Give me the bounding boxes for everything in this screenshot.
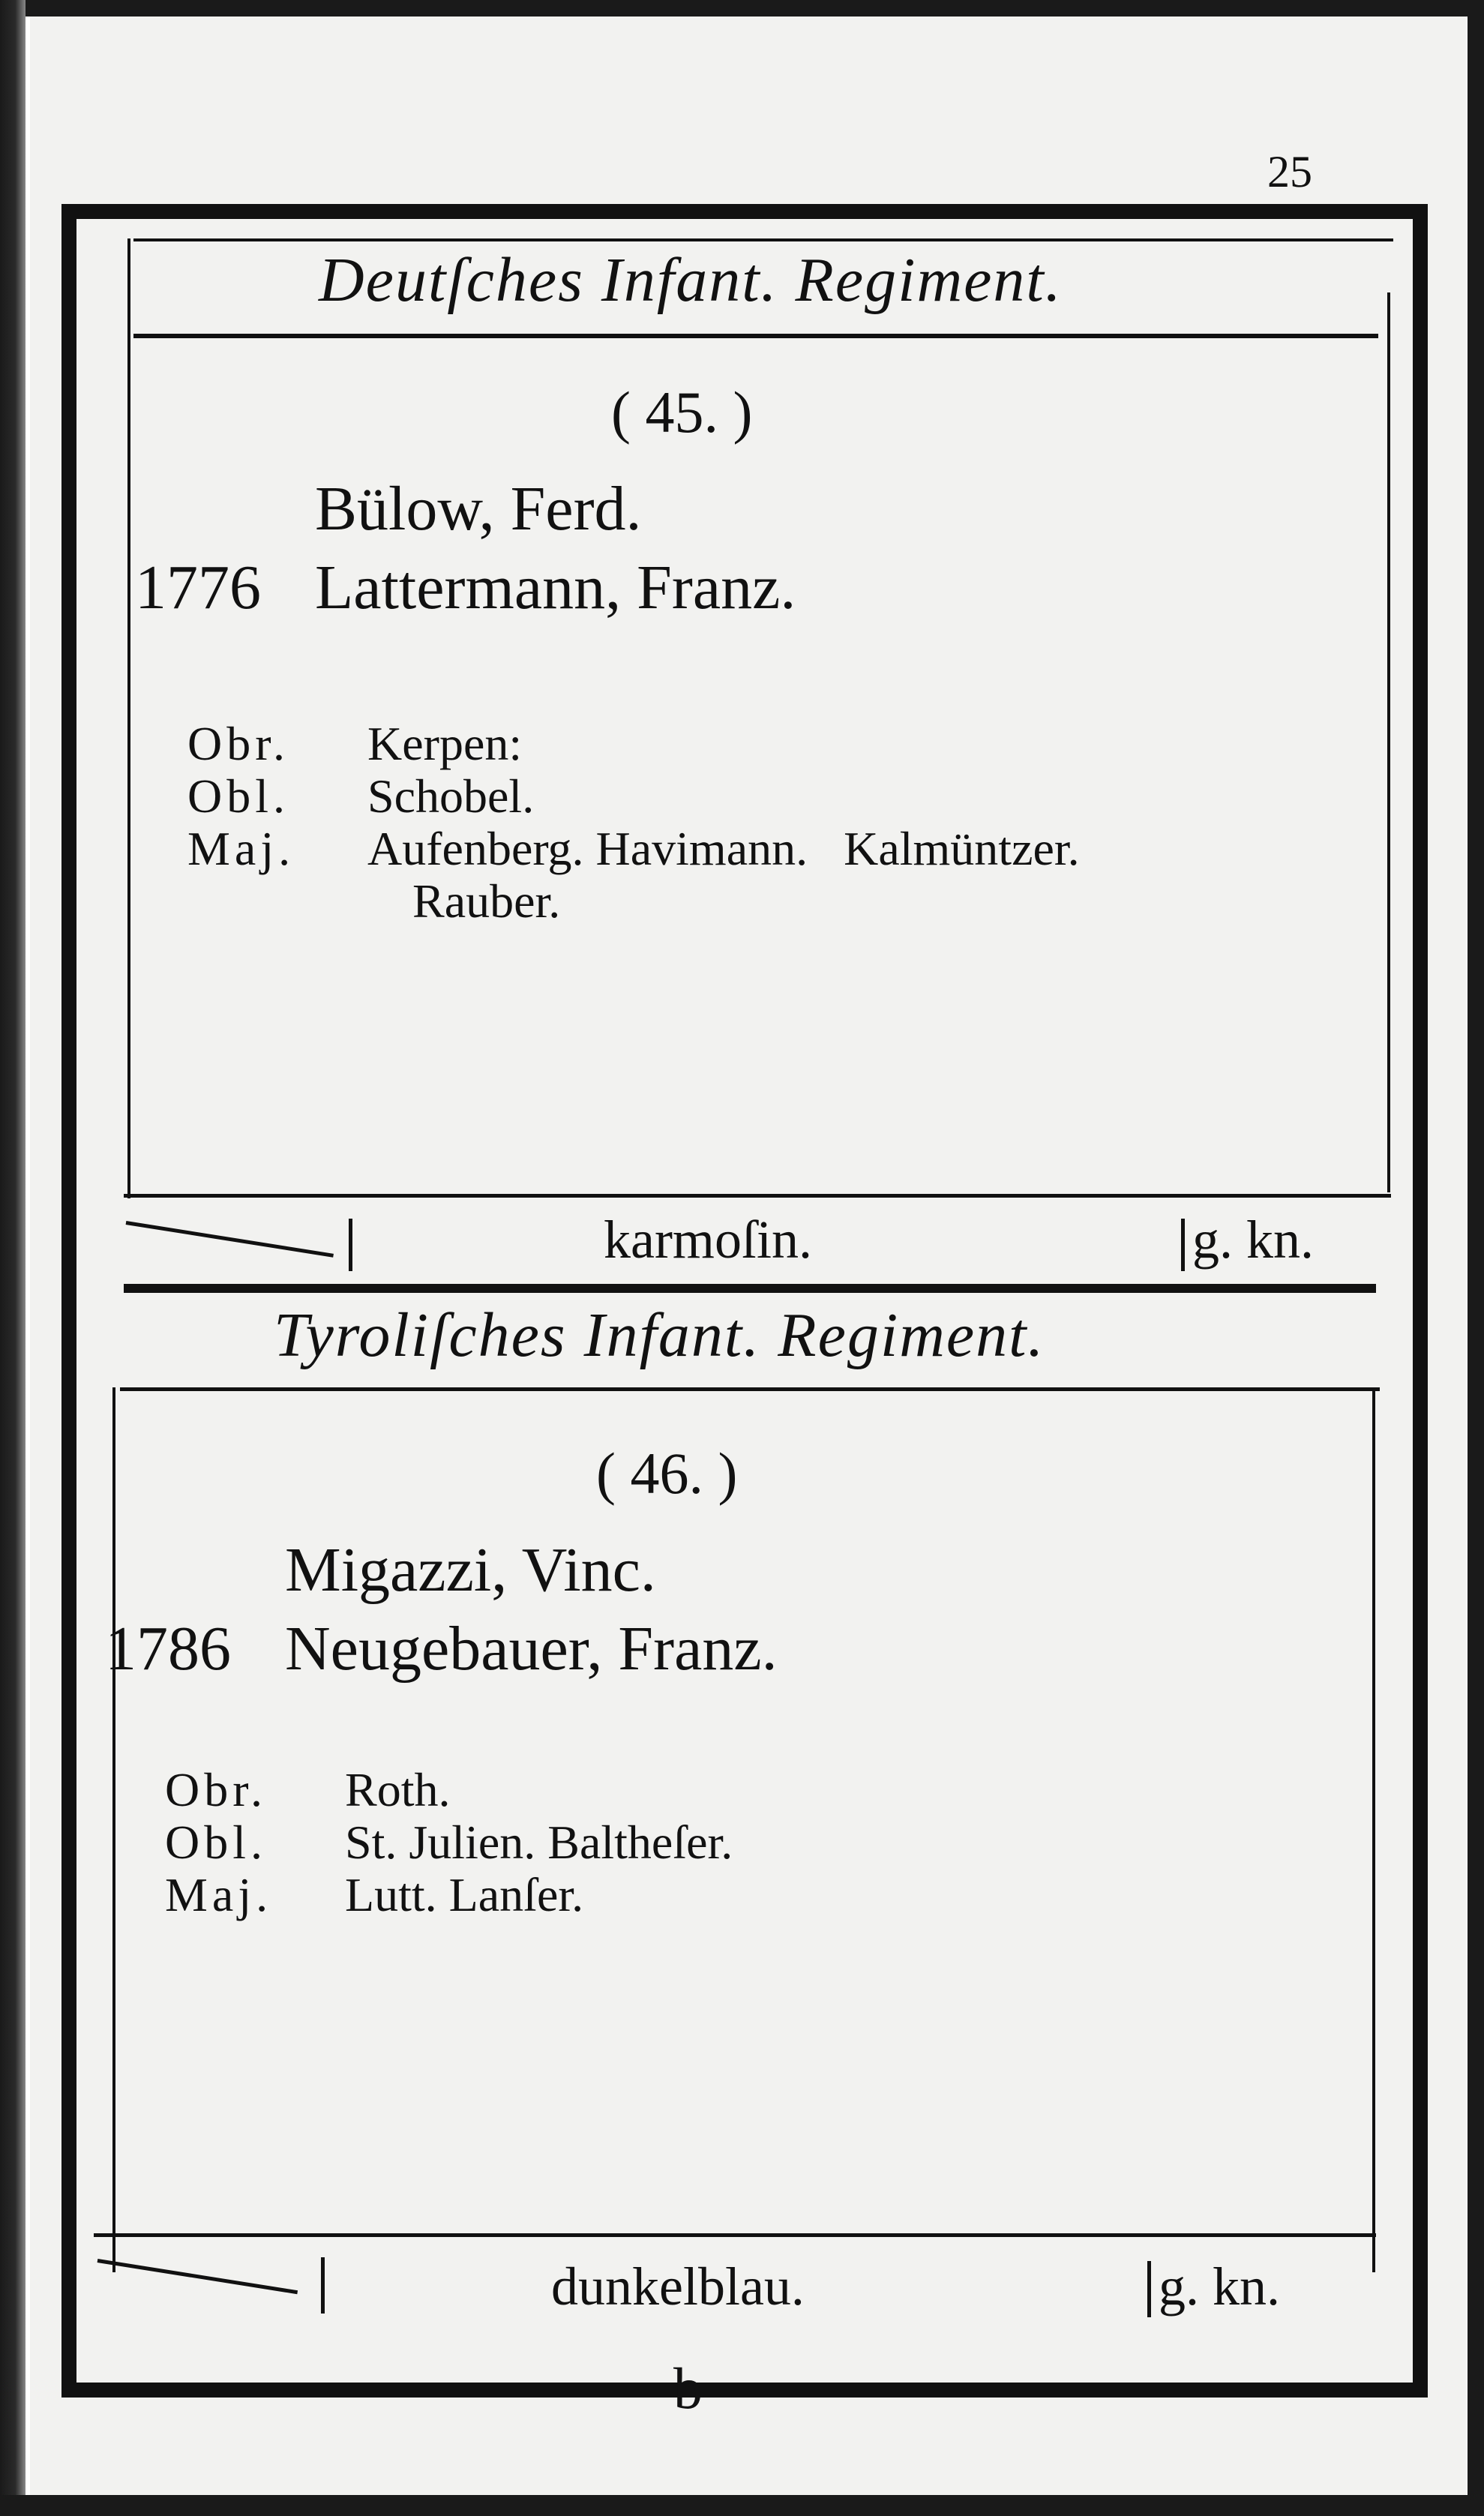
- title-rule-top: [133, 238, 1393, 241]
- commander-name: Lattermann, Franz.: [315, 553, 796, 622]
- section-separator: [124, 1284, 1376, 1293]
- inner-left-rule: [127, 238, 130, 1198]
- scan-top-edge: [0, 0, 1484, 16]
- officer-line: [187, 716, 522, 772]
- officer-line: [232, 874, 560, 929]
- owner-name: Bülow, Ferd.: [315, 474, 642, 544]
- officer-names: Aufenberg. Havimann. Kalmüntzer.: [367, 822, 1080, 875]
- rank: Obl.: [165, 1816, 267, 1869]
- scan-right-edge: [1468, 0, 1484, 2516]
- officer-names: St. Julien. Baltheſer.: [345, 1816, 733, 1869]
- facing-color: karmoſin.: [604, 1210, 812, 1270]
- rank: Obr.: [187, 717, 289, 770]
- button-color: g. kn.: [1159, 2257, 1280, 2317]
- name-line: [105, 1612, 778, 1685]
- officer-names: Roth.: [345, 1763, 451, 1816]
- rank: Obl.: [187, 769, 289, 823]
- year: 1786: [105, 1614, 231, 1684]
- rank: Maj.: [165, 1868, 273, 1921]
- officer-names: Lutt. Lanſer.: [345, 1868, 584, 1921]
- inner-right-rule: [1387, 292, 1390, 1192]
- officer-names: Kerpen:: [367, 717, 523, 770]
- name-line: [105, 1534, 656, 1606]
- regiment-number: ( 46. ): [596, 1441, 738, 1506]
- footer-divider: [349, 1219, 352, 1271]
- commander-name: Neugebauer, Franz.: [285, 1614, 778, 1684]
- officer-line: [165, 1867, 583, 1923]
- regiment-number: ( 45. ): [611, 379, 753, 445]
- rank: Maj.: [187, 822, 295, 875]
- footer-divider: [1147, 2261, 1151, 2317]
- scan-left-edge: [0, 0, 25, 2516]
- owner-name: Migazzi, Vinc.: [285, 1535, 656, 1605]
- officer-line: [165, 1762, 450, 1818]
- section-title: Tyroliſches Infant. Regiment.: [274, 1300, 1045, 1370]
- officer-line: [165, 1815, 733, 1870]
- section-title: Deutſches Infant. Regiment.: [319, 245, 1063, 315]
- title-rule-bottom: [120, 1387, 1380, 1391]
- name-line: [135, 472, 642, 545]
- inner-right-rule: [1372, 1387, 1375, 2272]
- rank: Obr.: [165, 1763, 267, 1816]
- signature-mark: b: [673, 2356, 703, 2421]
- facing-color: dunkelblau.: [551, 2257, 805, 2317]
- footer-rule-top: [124, 1194, 1391, 1198]
- scan-bottom-edge: [0, 2495, 1484, 2516]
- title-rule-bottom: [133, 334, 1378, 338]
- name-line: [135, 551, 796, 624]
- inner-left-rule: [112, 1387, 115, 2272]
- page-number: 25: [1267, 147, 1312, 196]
- footer-divider: [1181, 1219, 1185, 1271]
- officer-line: [187, 769, 534, 824]
- footer-rule-top: [94, 2233, 1376, 2237]
- footer-divider: [321, 2257, 325, 2314]
- officer-line: [187, 821, 1080, 877]
- officer-names: Schobel.: [367, 769, 535, 823]
- year: 1776: [135, 553, 261, 622]
- button-color: g. kn.: [1192, 1210, 1314, 1270]
- officer-names: Rauber.: [412, 874, 561, 928]
